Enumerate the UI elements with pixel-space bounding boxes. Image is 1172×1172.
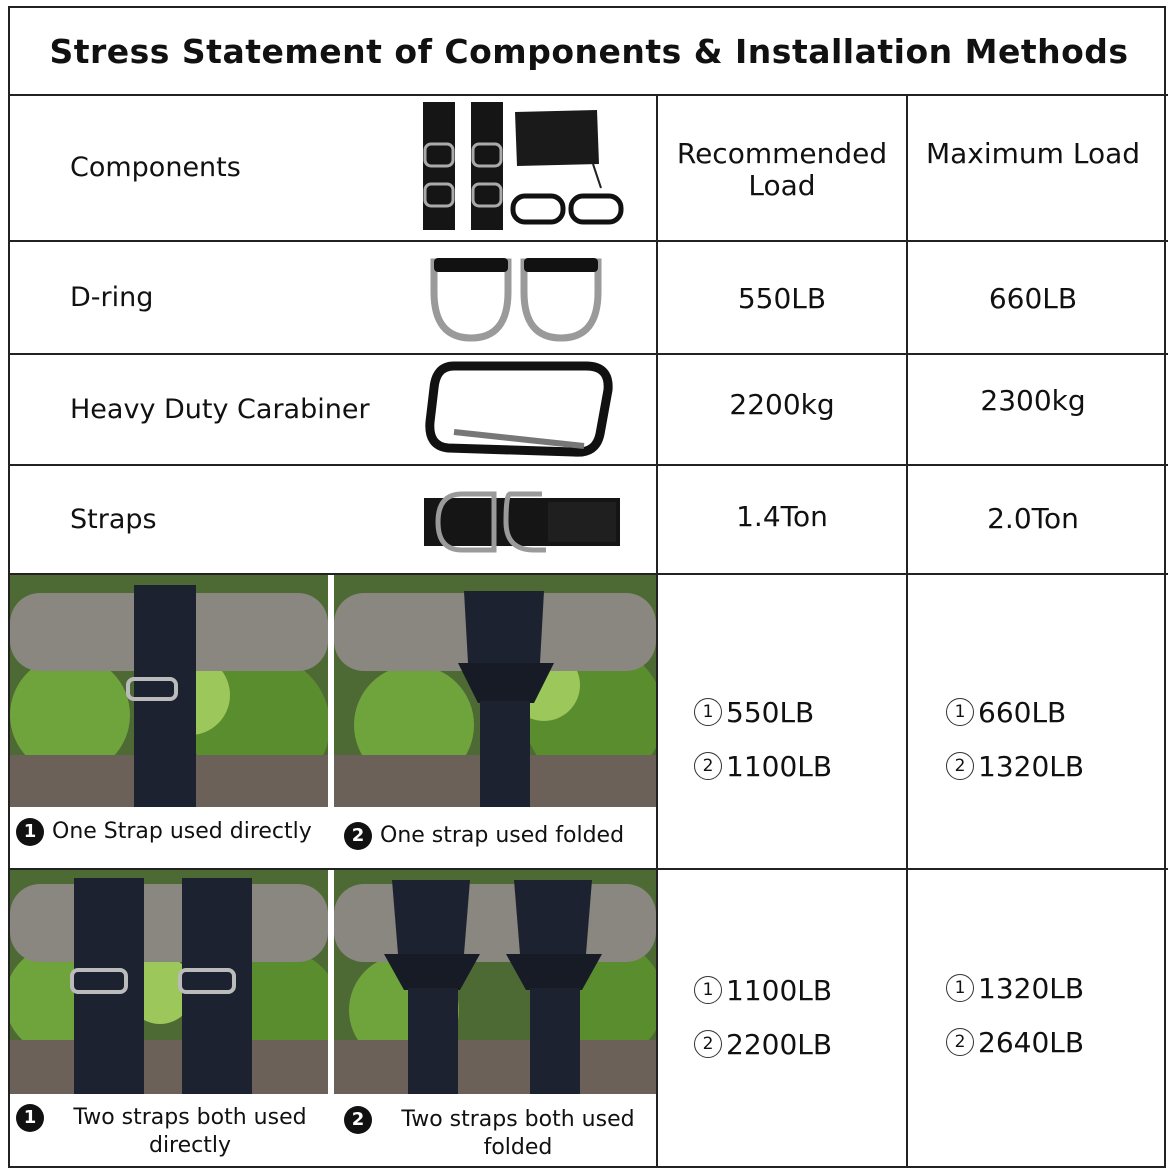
circled-number: 2 <box>694 752 722 780</box>
components-header: Components <box>70 151 241 183</box>
load-value: 1320LB <box>978 750 1085 783</box>
load-value: 2640LB <box>978 1026 1085 1059</box>
method1-recommended-1 <box>694 696 814 729</box>
page-title: Stress Statement of Components & Installation Methods <box>49 31 1129 71</box>
photo-two-straps-direct <box>10 870 328 1094</box>
carabiner-recommended: 2200kg <box>729 388 835 421</box>
divider <box>906 94 908 1168</box>
d-ring-image <box>424 252 610 346</box>
circled-number: 2 <box>946 752 974 780</box>
straps-maximum: 2.0Ton <box>987 502 1079 535</box>
number-badge: 1 <box>16 1104 44 1132</box>
load-value: 1100LB <box>726 750 833 783</box>
d-ring-recommended: 550LB <box>737 282 827 315</box>
caption-text: One Strap used directly <box>52 819 312 844</box>
divider <box>10 464 1168 466</box>
method2-maximum-2 <box>946 1026 1084 1059</box>
divider <box>656 94 658 1168</box>
carabiner-image <box>424 360 614 458</box>
number-badge: 2 <box>344 1106 372 1134</box>
circled-number: 1 <box>946 698 974 726</box>
load-value: 1320LB <box>978 972 1085 1005</box>
carabiner-maximum: 2300kg <box>980 384 1086 417</box>
method2-recommended-1 <box>694 974 832 1007</box>
caption-two-straps-folded <box>344 1106 656 1162</box>
tree-strap-photo-icon <box>334 575 656 807</box>
caption-one-strap-direct <box>16 818 328 846</box>
circled-number: 2 <box>946 1028 974 1056</box>
caption-one-strap-folded <box>344 822 656 850</box>
row-label-d-ring: D-ring <box>70 282 154 313</box>
photo-one-strap-folded <box>334 575 656 807</box>
carabiner-icon <box>424 360 614 458</box>
caption-text: Two straps both used folded <box>401 1107 635 1160</box>
strap-image <box>422 490 622 554</box>
caption-text: Two straps both used directly <box>73 1105 307 1158</box>
d-ring-maximum: 660LB <box>988 282 1078 315</box>
d-ring-icon <box>424 252 610 346</box>
recommended-load-header: Recommended Load <box>676 137 888 202</box>
number-badge: 1 <box>16 818 44 846</box>
method2-maximum-1 <box>946 972 1084 1005</box>
method1-recommended-2 <box>694 750 832 783</box>
caption-two-straps-direct <box>16 1104 328 1160</box>
tree-strap-photo-icon <box>10 575 328 807</box>
photo-two-straps-folded <box>334 870 656 1094</box>
load-value: 660LB <box>978 696 1067 729</box>
tree-strap-photo-icon <box>10 870 328 1094</box>
row-label-straps: Straps <box>70 504 157 535</box>
strap-icon <box>422 490 622 554</box>
circled-number: 1 <box>946 974 974 1002</box>
divider <box>10 240 1168 242</box>
load-value: 550LB <box>726 696 815 729</box>
photo-one-strap-direct <box>10 575 328 807</box>
maximum-load-header: Maximum Load <box>925 137 1141 170</box>
components-kit-icon <box>415 100 635 234</box>
caption-text: One strap used folded <box>380 823 625 848</box>
stress-table <box>8 6 1166 1168</box>
load-value: 2200LB <box>726 1028 833 1061</box>
method2-recommended-2 <box>694 1028 832 1061</box>
method1-maximum-1 <box>946 696 1066 729</box>
circled-number: 2 <box>694 1030 722 1058</box>
tree-strap-photo-icon <box>334 870 656 1094</box>
components-kit-image <box>415 100 635 234</box>
straps-recommended: 1.4Ton <box>736 500 828 533</box>
load-value: 1100LB <box>726 974 833 1007</box>
circled-number: 1 <box>694 976 722 1004</box>
number-badge: 2 <box>344 822 372 850</box>
circled-number: 1 <box>694 698 722 726</box>
row-label-carabiner: Heavy Duty Carabiner <box>70 394 370 425</box>
method1-maximum-2 <box>946 750 1084 783</box>
